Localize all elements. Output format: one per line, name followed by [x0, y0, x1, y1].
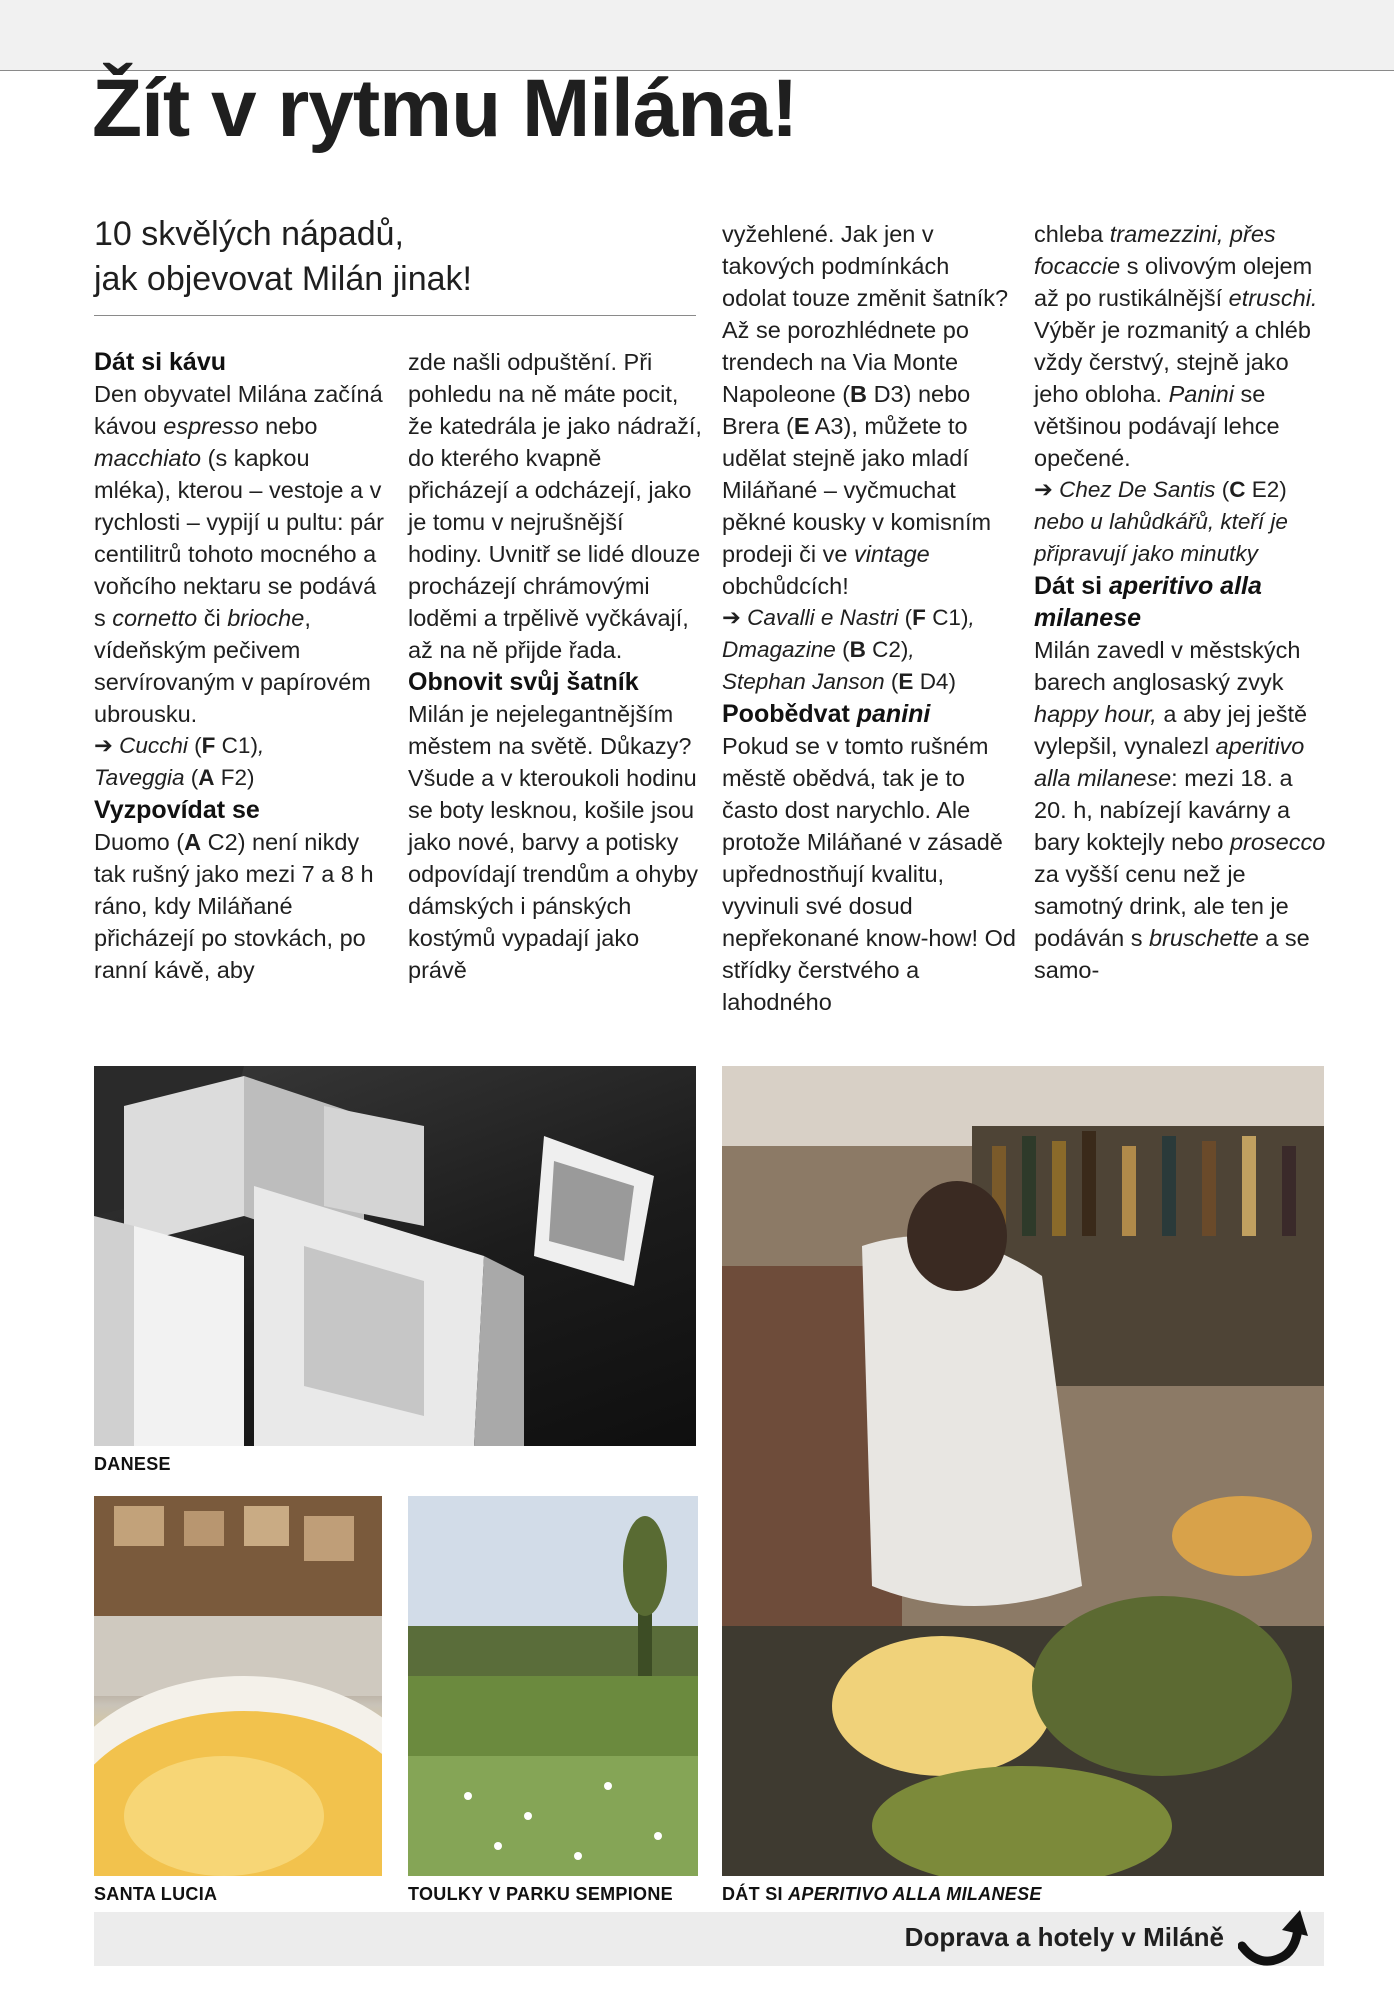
- photo-danese: [94, 1066, 696, 1446]
- paragraph-kava: Den obyvatel Milána začíná kávou espresso nebo macchiato (s kapkou mléka), kterou – vestoje a v rychlosti – vypijí u pultu: pár centilitrů tohoto mocného a voňcího nektaru se podává s cornetto či brioche, vídeňským pečivem servírovaným v papírovém ubrousku.: [94, 381, 384, 727]
- text-column-2: [408, 346, 703, 986]
- caption-danese: DANESE: [94, 1454, 171, 1474]
- next-section-link[interactable]: Doprava a hotely v Miláně: [904, 1922, 1224, 1952]
- paragraph-panini-cont: chleba tramezzini, přes focaccie s olivovým olejem až po rustikálnější etruschi. Výběr je rozmanitý a chléb vždy čerstvý, stejně jako jeho obloha. Panini se většinou podávají lehce opečené.: [1034, 221, 1318, 471]
- bar-aperitivo-image: [722, 1066, 1324, 1876]
- heading-zpovidat: Vyzpovídat se: [94, 796, 260, 824]
- heading-panini: Poobědvat panini: [722, 700, 931, 728]
- paragraph-panini: Pokud se v tomto rušném městě obědvá, tak je to často dost narychlo. Ale protože Miláňané v zásadě upřednostňují kvalitu, vyvinuli své dosud nepřekonané know-how! Od střídky čerstvého a lahodného: [722, 733, 1016, 1015]
- heading-aperitivo: Dát si aperitivo alla milanese: [1034, 572, 1262, 632]
- heading-kava: Dát si kávu: [94, 348, 227, 376]
- paragraph-satnik-cont: vyžehlené. Jak jen v takových podmínkách odolat touze změnit šatník? Až se porozhlédnete po trendech na Via Monte Napoleone (B D3) nebo Brera (E A3), můžete to udělat stejně jako mladí Miláňané – vyčmuchat pěkné kousky v komisním prodeji či ve vintage obchůdcích!: [722, 221, 1009, 599]
- caption-aperitivo: DÁT SI APERITIVO ALLA MILANESE: [722, 1884, 1042, 1904]
- header-band: [0, 0, 1394, 71]
- text-column-1: [94, 346, 389, 986]
- text-column-4: [1034, 218, 1329, 986]
- subtitle-divider: [94, 315, 696, 316]
- address-reference: ➔ Cucchi (F C1), Taveggia (A F2): [94, 733, 265, 790]
- text-column-3: [722, 218, 1017, 1018]
- footer-navigation[interactable]: [94, 1912, 1324, 1966]
- arrow-icon: ➔: [1034, 477, 1060, 502]
- subtitle-line-2: jak objevovat Milán jinak!: [94, 260, 472, 298]
- subtitle-line-1: 10 skvělých nápadů,: [94, 215, 404, 253]
- heading-satnik: Obnovit svůj šatník: [408, 668, 639, 696]
- paragraph-zpovidat-cont: zde našli odpuštění. Při pohledu na ně máte pocit, že katedrála je jako nádraží, do kterého kvapně přicházejí a odcházejí, jako je tomu v nejrušnější hodiny. Uvnitř se lidé dlouze procházejí chrámovými loděmi a trpělivě vyčkávají, až na ně přijde řada.: [408, 349, 702, 663]
- address-reference: ➔ Chez De Santis (C E2) nebo u lahůdkářů, kteří je připravují jako minutky: [1034, 477, 1288, 566]
- design-boxes-image: [94, 1066, 696, 1446]
- photo-santa-lucia: [94, 1496, 382, 1876]
- page-title: Žít v rytmu Milána!: [92, 63, 798, 154]
- paragraph-satnik: Milán je nejelegantnějším městem na světě. Důkazy? Všude a v kteroukoli hodinu se boty lesknou, košile jsou jako nové, barvy a potisky odpovídají trendům a ohyby dámských i pánských kostýmů vypadají jako právě: [408, 701, 699, 983]
- curved-arrow-icon[interactable]: [1238, 1906, 1310, 1972]
- photo-sempione-park: [408, 1496, 698, 1876]
- caption-santa-lucia: SANTA LUCIA: [94, 1884, 218, 1904]
- caption-sempione: TOULKY V PARKU SEMPIONE: [408, 1884, 673, 1904]
- arrow-icon: ➔: [94, 733, 120, 758]
- paragraph-aperitivo: Milán zavedl v městských barech anglosaský zvyk happy hour, a aby jej ještě vylepšil, vynalezl aperitivo alla milanese: mezi 18. a 20. h, nabízejí kavárny a bary koktejly nebo prosecco za vyšší cenu než je samotný drink, ale ten je podáván s bruschette a se samo-: [1034, 637, 1326, 983]
- park-meadow-image: [408, 1496, 698, 1876]
- arrow-icon: ➔: [722, 605, 748, 630]
- address-reference: ➔ Cavalli e Nastri (F C1), Dmagazine (B C2), Stephan Janson (E D4): [722, 605, 975, 694]
- photo-aperitivo-bar: [722, 1066, 1324, 1876]
- restaurant-risotto-image: [94, 1496, 382, 1876]
- article-subtitle: [94, 212, 694, 302]
- paragraph-zpovidat: Duomo (A C2) není nikdy tak rušný jako mezi 7 a 8 h ráno, kdy Miláňané přicházejí po stovkách, po ranní kávě, aby: [94, 829, 374, 983]
